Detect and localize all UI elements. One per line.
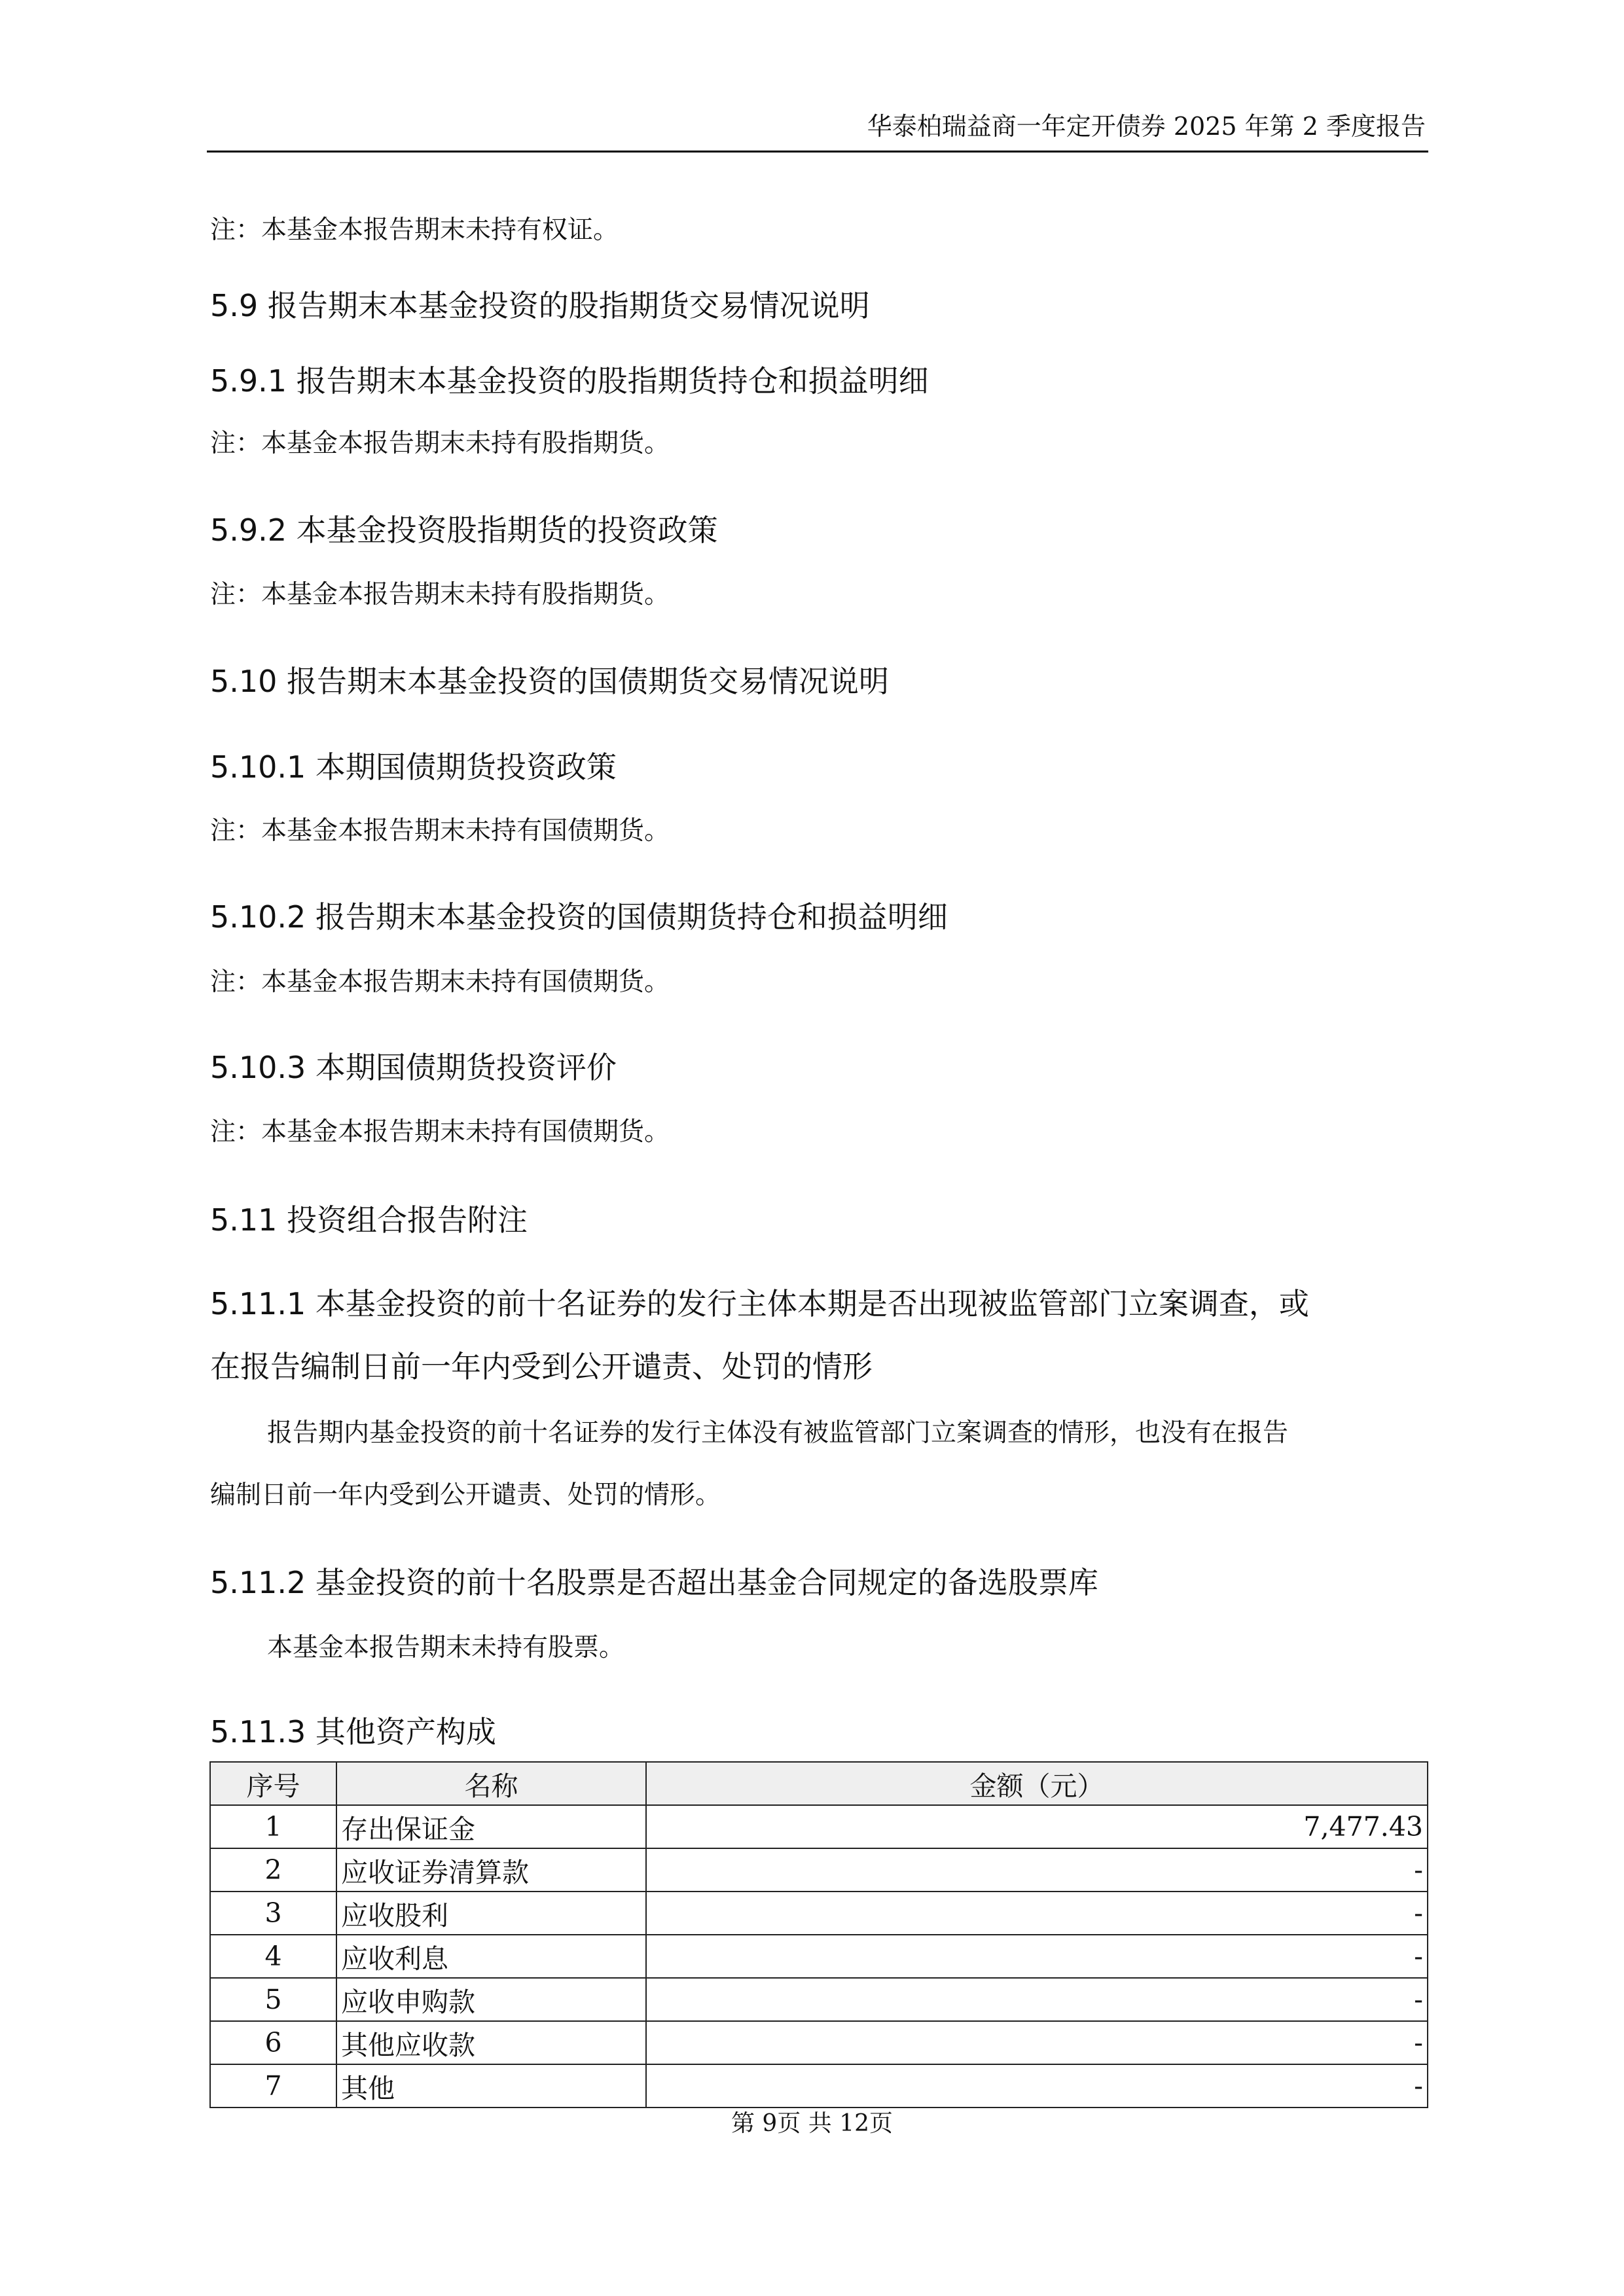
cell-amount: - — [646, 1935, 1428, 1978]
cell-name: 应收证券清算款 — [336, 1848, 646, 1892]
section-5-11-1-title-line1: 5.11.1 本基金投资的前十名证券的发行主体本期是否出现被监管部门立案调查，或 — [210, 1286, 1309, 1321]
section-5-11-2-title: 5.11.2 基金投资的前十名股票是否超出基金合同规定的备选股票库 — [210, 1565, 1098, 1600]
cell-no: 7 — [210, 2064, 336, 2108]
section-5-9-2-note: 注：本基金本报告期末未持有股指期货。 — [210, 580, 670, 609]
section-5-11-1-paragraph-line2: 编制日前一年内受到公开谴责、处罚的情形。 — [210, 1480, 721, 1510]
note-warrant: 注：本基金本报告期末未持有权证。 — [210, 215, 619, 245]
section-5-10-2-note: 注：本基金本报告期末未持有国债期货。 — [210, 967, 670, 997]
section-5-11-1-paragraph-line1: 报告期内基金投资的前十名证券的发行主体没有被监管部门立案调查的情形，也没有在报告 — [267, 1418, 1289, 1448]
table-header-row — [210, 1762, 1428, 1805]
section-5-9-1-note: 注：本基金本报告期末未持有股指期货。 — [210, 429, 670, 458]
table-row — [210, 1892, 1428, 1935]
section-5-10-title: 5.10 报告期末本基金投资的国债期货交易情况说明 — [210, 664, 890, 699]
cell-amount: - — [646, 1848, 1428, 1892]
cell-amount: - — [646, 2064, 1428, 2108]
section-5-9-title: 5.9 报告期末本基金投资的股指期货交易情况说明 — [210, 288, 870, 323]
other-assets-table — [209, 1761, 1428, 2108]
table-row — [210, 1978, 1428, 2021]
column-header-no: 序号 — [210, 1762, 336, 1805]
cell-name: 应收股利 — [336, 1892, 646, 1935]
header-divider — [207, 151, 1428, 152]
cell-name: 其他应收款 — [336, 2021, 646, 2064]
section-5-11-title: 5.11 投资组合报告附注 — [210, 1202, 528, 1238]
report-header-title: 华泰柏瑞益商一年定开债券 2025 年第 2 季度报告 — [867, 112, 1426, 141]
table-row — [210, 2021, 1428, 2064]
section-5-10-3-note: 注：本基金本报告期末未持有国债期货。 — [210, 1117, 670, 1147]
cell-no: 4 — [210, 1935, 336, 1978]
section-5-11-1-title-line2: 在报告编制日前一年内受到公开谴责、处罚的情形 — [210, 1349, 873, 1384]
section-5-10-1-note: 注：本基金本报告期末未持有国债期货。 — [210, 816, 670, 846]
section-5-9-2-title: 5.9.2 本基金投资股指期货的投资政策 — [210, 512, 718, 548]
cell-amount: - — [646, 1892, 1428, 1935]
table-row — [210, 1935, 1428, 1978]
column-header-name: 名称 — [336, 1762, 646, 1805]
section-5-10-2-title: 5.10.2 报告期末本基金投资的国债期货持仓和损益明细 — [210, 899, 948, 935]
cell-name: 其他 — [336, 2064, 646, 2108]
table-row — [210, 1848, 1428, 1892]
cell-name: 应收利息 — [336, 1935, 646, 1978]
cell-no: 1 — [210, 1805, 336, 1848]
section-5-11-2-paragraph: 本基金本报告期末未持有股票。 — [267, 1633, 625, 1662]
cell-amount: 7,477.43 — [646, 1805, 1428, 1848]
cell-no: 3 — [210, 1892, 336, 1935]
page-number: 第 9页 共 12页 — [731, 2110, 893, 2137]
table-row — [210, 2064, 1428, 2108]
column-header-amount: 金额（元） — [646, 1762, 1428, 1805]
cell-no: 2 — [210, 1848, 336, 1892]
section-5-11-3-title: 5.11.3 其他资产构成 — [210, 1714, 496, 1749]
cell-name: 应收申购款 — [336, 1978, 646, 2021]
section-5-9-1-title: 5.9.1 报告期末本基金投资的股指期货持仓和损益明细 — [210, 363, 929, 399]
cell-amount: - — [646, 2021, 1428, 2064]
cell-name: 存出保证金 — [336, 1805, 646, 1848]
section-5-10-3-title: 5.10.3 本期国债期货投资评价 — [210, 1050, 617, 1085]
cell-no: 5 — [210, 1978, 336, 2021]
cell-amount: - — [646, 1978, 1428, 2021]
cell-no: 6 — [210, 2021, 336, 2064]
table-row — [210, 1805, 1428, 1848]
section-5-10-1-title: 5.10.1 本期国债期货投资政策 — [210, 749, 617, 785]
